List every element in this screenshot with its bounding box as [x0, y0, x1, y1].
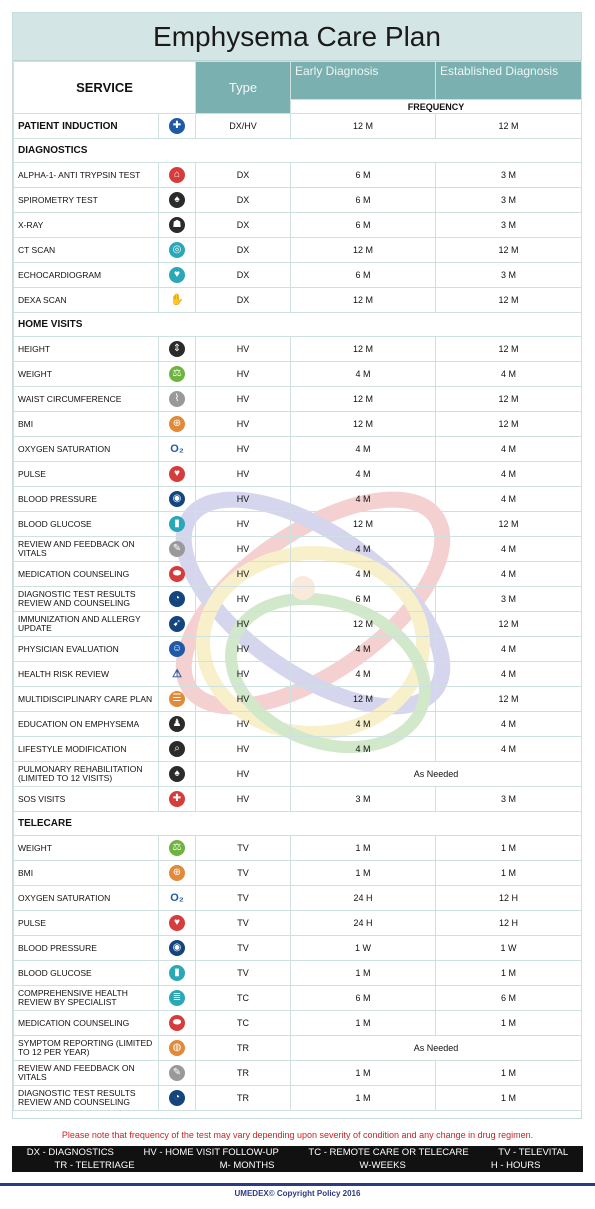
established-frequency-cell: 12 M [436, 337, 582, 362]
table-row [14, 1086, 582, 1111]
established-frequency-cell: 1 M [436, 1011, 582, 1036]
table-row [14, 238, 582, 263]
table-row [14, 462, 582, 487]
waist-icon: ⌇ [169, 391, 185, 407]
early-frequency-cell: 4 M [291, 537, 436, 562]
established-frequency-cell: 4 M [436, 562, 582, 587]
established-frequency-cell: 1 M [436, 861, 582, 886]
microscope-icon: ◔ [169, 1090, 185, 1106]
icon-cell [159, 412, 196, 437]
table-row [14, 512, 582, 537]
icon-cell [159, 487, 196, 512]
established-frequency-cell: 12 M [436, 387, 582, 412]
disclaimer-note: Please note that frequency of the test may vary depending upon severity of condition and any change in drug regimen. [61, 1130, 534, 1140]
xray-icon: ☗ [169, 217, 185, 233]
table-row [14, 687, 582, 712]
table-row [14, 637, 582, 662]
early-frequency-cell: 12 M [291, 288, 436, 313]
service-cell: REVIEW AND FEEDBACK ON VITALS [14, 1061, 159, 1086]
doctor-icon: ✚ [169, 118, 185, 134]
title-bar [13, 13, 581, 61]
warning-icon: ⚠ [172, 668, 182, 680]
established-frequency-cell: 4 M [436, 737, 582, 762]
type-cell: DX/HV [196, 114, 291, 139]
type-cell: HV [196, 487, 291, 512]
table-row [14, 1036, 582, 1061]
established-frequency-cell: 1 M [436, 1086, 582, 1111]
type-cell: TV [196, 861, 291, 886]
established-frequency-cell: 1 M [436, 1061, 582, 1086]
icon-cell [159, 1086, 196, 1111]
type-cell: HV [196, 412, 291, 437]
pill-icon: ⬬ [169, 1015, 185, 1031]
type-cell: TV [196, 911, 291, 936]
early-frequency-cell: 12 M [291, 687, 436, 712]
section-title: HOME VISITS [14, 313, 582, 337]
service-cell: SPIROMETRY TEST [14, 188, 159, 213]
table-row [14, 288, 582, 313]
glucose-meter-icon: ▮ [169, 516, 185, 532]
early-frequency-cell: 24 H [291, 886, 436, 911]
established-frequency-cell: 4 M [436, 637, 582, 662]
legend-item: HV - HOME VISIT FOLLOW-UP [143, 1147, 279, 1158]
service-cell: OXYGEN SATURATION [14, 886, 159, 911]
pulse-heart-icon: ♥ [169, 915, 185, 931]
legend-line-2 [12, 1159, 583, 1172]
established-frequency-cell: 3 M [436, 188, 582, 213]
service-cell: CT SCAN [14, 238, 159, 263]
type-cell: TV [196, 961, 291, 986]
weight-scale-icon: ⚖ [169, 840, 185, 856]
established-frequency-cell: 12 H [436, 911, 582, 936]
service-cell: ALPHA-1- ANTI TRYPSIN TEST [14, 163, 159, 188]
table-body [14, 114, 582, 1111]
icon-cell [159, 787, 196, 812]
legend-item: TV - TELEVITAL [498, 1147, 569, 1158]
established-frequency-cell: 4 M [436, 537, 582, 562]
table-row [14, 412, 582, 437]
early-frequency-cell: 12 M [291, 114, 436, 139]
legend [12, 1146, 583, 1172]
frequency-merged-cell: As Needed [291, 762, 582, 787]
lab-test-icon: ⌂ [169, 167, 185, 183]
type-cell: TV [196, 836, 291, 861]
early-frequency-cell: 1 M [291, 836, 436, 861]
icon-cell [159, 288, 196, 313]
legend-item: TC - REMOTE CARE OR TELECARE [308, 1147, 469, 1158]
icon-cell [159, 762, 196, 787]
icon-cell [159, 163, 196, 188]
established-frequency-cell: 3 M [436, 213, 582, 238]
icon-cell [159, 936, 196, 961]
table-row [14, 387, 582, 412]
established-frequency-cell: 12 M [436, 687, 582, 712]
service-cell: BLOOD GLUCOSE [14, 512, 159, 537]
type-cell: HV [196, 787, 291, 812]
icon-cell [159, 1061, 196, 1086]
table-row [14, 787, 582, 812]
table-row [14, 163, 582, 188]
early-frequency-cell: 6 M [291, 263, 436, 288]
o2-icon: O₂ [170, 892, 184, 904]
service-cell: SYMPTOM REPORTING (LIMITED TO 12 PER YEAR) [14, 1036, 159, 1061]
lungs-icon: ♠ [169, 766, 185, 782]
frequency-header: FREQUENCY [291, 100, 582, 114]
type-cell: DX [196, 188, 291, 213]
legend-item: M- MONTHS [219, 1160, 275, 1171]
service-cell: PULSE [14, 462, 159, 487]
early-frequency-cell: 12 M [291, 612, 436, 637]
early-frequency-cell: 4 M [291, 637, 436, 662]
service-cell: SOS VISITS [14, 787, 159, 812]
footer-rule [0, 1183, 595, 1186]
table-row [14, 936, 582, 961]
care-plan-table [13, 61, 582, 1111]
type-cell: HV [196, 587, 291, 612]
table-row [14, 562, 582, 587]
icon-cell [159, 437, 196, 462]
icon-cell [159, 637, 196, 662]
type-header: Type [196, 62, 291, 114]
table-row [14, 1061, 582, 1086]
globe-icon: ◍ [169, 1040, 185, 1056]
type-cell: HV [196, 712, 291, 737]
service-cell: PULMONARY REHABILITATION (LIMITED TO 12 VISITS) [14, 762, 159, 787]
early-frequency-cell: 6 M [291, 213, 436, 238]
legend-item: W-WEEKS [359, 1160, 406, 1171]
hand-bone-icon: ✋ [170, 294, 184, 306]
service-cell: X-RAY [14, 213, 159, 238]
service-cell: EDUCATION ON EMPHYSEMA [14, 712, 159, 737]
section-row [14, 313, 582, 337]
legend-item: DX - DIAGNOSTICS [26, 1147, 114, 1158]
type-cell: HV [196, 437, 291, 462]
section-title: DIAGNOSTICS [14, 139, 582, 163]
syringe-icon: ➹ [169, 616, 185, 632]
service-cell: WEIGHT [14, 362, 159, 387]
type-cell: TV [196, 886, 291, 911]
early-frequency-cell: 24 H [291, 911, 436, 936]
service-cell: DIAGNOSTIC TEST RESULTS REVIEW AND COUNSELING [14, 587, 159, 612]
icon-cell [159, 213, 196, 238]
magnifier-icon: ⌕ [169, 741, 185, 757]
icon-cell [159, 861, 196, 886]
pill-icon: ⬬ [169, 566, 185, 582]
icon-cell [159, 362, 196, 387]
service-cell: REVIEW AND FEEDBACK ON VITALS [14, 537, 159, 562]
table-row [14, 188, 582, 213]
early-frequency-cell: 12 M [291, 337, 436, 362]
early-frequency-cell: 1 W [291, 936, 436, 961]
pulse-heart-icon: ♥ [169, 466, 185, 482]
type-cell: TR [196, 1061, 291, 1086]
table-row [14, 612, 582, 637]
frequency-merged-cell: As Needed [291, 1036, 582, 1061]
icon-cell [159, 512, 196, 537]
table-row [14, 587, 582, 612]
service-cell: PATIENT INDUCTION [14, 114, 159, 139]
early-frequency-cell: 6 M [291, 163, 436, 188]
bmi-icon: ⊕ [169, 416, 185, 432]
established-frequency-cell: 3 M [436, 263, 582, 288]
established-frequency-cell: 6 M [436, 986, 582, 1011]
type-cell: HV [196, 387, 291, 412]
service-cell: HEALTH RISK REVIEW [14, 662, 159, 687]
heart-scan-icon: ♥ [169, 267, 185, 283]
legend-line-1 [12, 1146, 583, 1159]
type-cell: TC [196, 986, 291, 1011]
report-icon: ≣ [169, 990, 185, 1006]
table-row [14, 737, 582, 762]
icon-cell [159, 961, 196, 986]
type-cell: HV [196, 762, 291, 787]
review-icon: ✎ [169, 1065, 185, 1081]
established-frequency-cell: 4 M [436, 712, 582, 737]
section-row [14, 139, 582, 163]
section-row [14, 812, 582, 836]
table-row [14, 712, 582, 737]
established-frequency-cell: 3 M [436, 587, 582, 612]
service-cell: MULTIDISCIPLINARY CARE PLAN [14, 687, 159, 712]
early-frequency-cell: 4 M [291, 662, 436, 687]
established-frequency-cell: 4 M [436, 437, 582, 462]
early-frequency-cell: 1 M [291, 961, 436, 986]
table-row [14, 861, 582, 886]
table-row [14, 836, 582, 861]
service-cell: WAIST CIRCUMFERENCE [14, 387, 159, 412]
type-cell: DX [196, 238, 291, 263]
table-row [14, 886, 582, 911]
icon-cell [159, 238, 196, 263]
early-frequency-cell: 12 M [291, 412, 436, 437]
service-cell: OXYGEN SATURATION [14, 437, 159, 462]
established-frequency-cell: 4 M [436, 662, 582, 687]
table-row [14, 362, 582, 387]
early-diagnosis-header: Early Diagnosis [291, 62, 436, 100]
type-cell: HV [196, 337, 291, 362]
established-frequency-cell: 4 M [436, 462, 582, 487]
clipboard-icon: ☰ [169, 691, 185, 707]
page-title: Emphysema Care Plan [153, 20, 441, 52]
type-cell: TV [196, 936, 291, 961]
established-frequency-cell: 4 M [436, 362, 582, 387]
care-plan-sheet [12, 12, 582, 1119]
icon-cell [159, 662, 196, 687]
table-row [14, 487, 582, 512]
bmi-icon: ⊕ [169, 865, 185, 881]
type-cell: HV [196, 612, 291, 637]
table-row [14, 911, 582, 936]
type-cell: DX [196, 163, 291, 188]
service-cell: IMMUNIZATION AND ALLERGY UPDATE [14, 612, 159, 637]
stethoscope-icon: ◉ [169, 940, 185, 956]
early-frequency-cell: 4 M [291, 362, 436, 387]
early-frequency-cell: 12 M [291, 238, 436, 263]
table-row [14, 213, 582, 238]
type-cell: HV [196, 537, 291, 562]
type-cell: HV [196, 637, 291, 662]
type-cell: TC [196, 1011, 291, 1036]
type-cell: HV [196, 662, 291, 687]
table-row [14, 263, 582, 288]
icon-cell [159, 188, 196, 213]
legend-item: TR - TELETRIAGE [54, 1160, 135, 1171]
service-cell: LIFESTYLE MODIFICATION [14, 737, 159, 762]
icon-cell [159, 911, 196, 936]
service-cell: WEIGHT [14, 836, 159, 861]
section-title: TELECARE [14, 812, 582, 836]
early-frequency-cell: 4 M [291, 562, 436, 587]
established-frequency-cell: 4 M [436, 487, 582, 512]
service-cell: BLOOD GLUCOSE [14, 961, 159, 986]
ct-scan-icon: ◎ [169, 242, 185, 258]
early-frequency-cell: 3 M [291, 787, 436, 812]
established-diagnosis-header: Established Diagnosis [436, 62, 582, 100]
early-frequency-cell: 1 M [291, 1086, 436, 1111]
established-frequency-cell: 12 M [436, 238, 582, 263]
service-cell: MEDICATION COUNSELING [14, 562, 159, 587]
early-frequency-cell: 6 M [291, 986, 436, 1011]
copyright: UMEDEX© Copyright Policy 2016 [234, 1189, 361, 1198]
type-cell: HV [196, 362, 291, 387]
service-cell: PHYSICIAN EVALUATION [14, 637, 159, 662]
service-cell: DEXA SCAN [14, 288, 159, 313]
established-frequency-cell: 3 M [436, 787, 582, 812]
icon-cell [159, 737, 196, 762]
icon-cell [159, 886, 196, 911]
established-frequency-cell: 12 M [436, 412, 582, 437]
early-frequency-cell: 12 M [291, 387, 436, 412]
type-cell: DX [196, 263, 291, 288]
service-cell: BMI [14, 861, 159, 886]
legend-item: H - HOURS [490, 1160, 541, 1171]
o2-icon: O₂ [170, 443, 184, 455]
early-frequency-cell: 1 M [291, 1011, 436, 1036]
early-frequency-cell: 6 M [291, 587, 436, 612]
lungs-icon: ♠ [169, 192, 185, 208]
icon-cell [159, 612, 196, 637]
service-header: SERVICE [14, 62, 196, 114]
early-frequency-cell: 12 M [291, 512, 436, 537]
type-cell: DX [196, 213, 291, 238]
table-row [14, 986, 582, 1011]
early-frequency-cell: 4 M [291, 462, 436, 487]
type-cell: TR [196, 1036, 291, 1061]
early-frequency-cell: 4 M [291, 437, 436, 462]
table-row [14, 437, 582, 462]
established-frequency-cell: 12 M [436, 612, 582, 637]
icon-cell [159, 462, 196, 487]
early-frequency-cell: 6 M [291, 188, 436, 213]
type-cell: HV [196, 687, 291, 712]
early-frequency-cell: 4 M [291, 712, 436, 737]
teacher-icon: ♟ [169, 716, 185, 732]
table-row [14, 762, 582, 787]
established-frequency-cell: 12 M [436, 288, 582, 313]
height-icon: ⇕ [169, 341, 185, 357]
type-cell: TR [196, 1086, 291, 1111]
service-cell: HEIGHT [14, 337, 159, 362]
early-frequency-cell: 1 M [291, 861, 436, 886]
service-cell: PULSE [14, 911, 159, 936]
stethoscope-icon: ◉ [169, 491, 185, 507]
service-cell: BMI [14, 412, 159, 437]
icon-cell [159, 537, 196, 562]
early-frequency-cell: 4 M [291, 487, 436, 512]
weight-scale-icon: ⚖ [169, 366, 185, 382]
glucose-meter-icon: ▮ [169, 965, 185, 981]
service-cell: COMPREHENSIVE HEALTH REVIEW BY SPECIALIST [14, 986, 159, 1011]
type-cell: DX [196, 288, 291, 313]
service-cell: BLOOD PRESSURE [14, 487, 159, 512]
table-row [14, 1011, 582, 1036]
icon-cell [159, 562, 196, 587]
type-cell: HV [196, 462, 291, 487]
type-cell: HV [196, 512, 291, 537]
icon-cell [159, 712, 196, 737]
icon-cell [159, 1036, 196, 1061]
service-cell: ECHOCARDIOGRAM [14, 263, 159, 288]
icon-cell [159, 687, 196, 712]
first-aid-icon: ✚ [169, 791, 185, 807]
icon-cell [159, 1011, 196, 1036]
review-icon: ✎ [169, 541, 185, 557]
established-frequency-cell: 12 M [436, 512, 582, 537]
icon-cell [159, 114, 196, 139]
established-frequency-cell: 1 M [436, 961, 582, 986]
established-frequency-cell: 12 M [436, 114, 582, 139]
service-cell: BLOOD PRESSURE [14, 936, 159, 961]
early-frequency-cell: 1 M [291, 1061, 436, 1086]
table-row [14, 114, 582, 139]
service-cell: DIAGNOSTIC TEST RESULTS REVIEW AND COUNSELING [14, 1086, 159, 1111]
microscope-icon: ◔ [169, 591, 185, 607]
icon-cell [159, 387, 196, 412]
icon-cell [159, 836, 196, 861]
type-cell: HV [196, 737, 291, 762]
icon-cell [159, 986, 196, 1011]
established-frequency-cell: 1 W [436, 936, 582, 961]
icon-cell [159, 263, 196, 288]
table-row [14, 537, 582, 562]
established-frequency-cell: 12 H [436, 886, 582, 911]
physician-icon: ☺ [169, 641, 185, 657]
service-cell: MEDICATION COUNSELING [14, 1011, 159, 1036]
established-frequency-cell: 3 M [436, 163, 582, 188]
table-row [14, 337, 582, 362]
type-cell: HV [196, 562, 291, 587]
icon-cell [159, 587, 196, 612]
icon-cell [159, 337, 196, 362]
table-row [14, 961, 582, 986]
established-frequency-cell: 1 M [436, 836, 582, 861]
early-frequency-cell: 4 M [291, 737, 436, 762]
table-row [14, 662, 582, 687]
